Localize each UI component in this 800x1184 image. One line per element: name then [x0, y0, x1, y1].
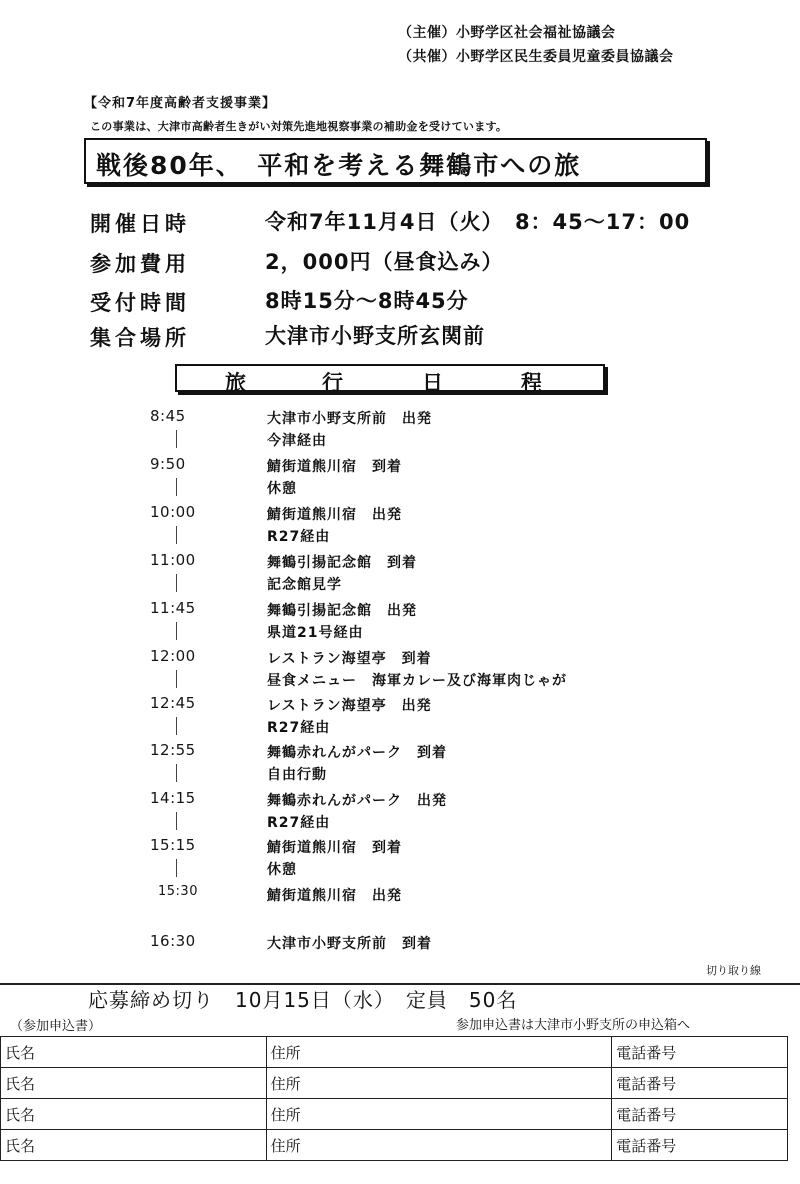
name-field[interactable]: 氏名: [1, 1130, 267, 1161]
form-row: [1, 1037, 788, 1068]
name-field[interactable]: 氏名: [1, 1037, 267, 1068]
timeline-connector: [176, 670, 177, 688]
itinerary-event: 舞鶴引揚記念館 出発: [267, 603, 417, 619]
itinerary-event: 舞鶴赤れんがパーク 出発: [267, 793, 447, 809]
itinerary-note: R27経由: [267, 720, 331, 736]
itinerary-note: 記念館見学: [267, 577, 342, 593]
form-row: [1, 1099, 788, 1130]
co-organizer: （共催）小野学区民生委員児童委員協議会: [398, 49, 674, 65]
info-value-fee: 2，000円（昼食込み）: [265, 250, 504, 274]
address-field[interactable]: 住所: [266, 1099, 612, 1130]
application-deadline: 応募締め切り 10月15日（水） 定員 50名: [88, 988, 518, 1012]
itinerary-event: 鯖街道熊川宿 出発: [267, 507, 402, 523]
itinerary-event: レストラン海望亭 出発: [267, 698, 432, 714]
address-field[interactable]: 住所: [266, 1130, 612, 1161]
itinerary-note: 自由行動: [267, 767, 327, 783]
title-box: [84, 138, 707, 184]
itinerary-note: 県道21号経由: [267, 625, 364, 641]
phone-field[interactable]: 電話番号: [612, 1099, 788, 1130]
name-field[interactable]: 氏名: [1, 1099, 267, 1130]
itinerary-time: 15:15: [150, 836, 196, 854]
itinerary-time: 11:45: [150, 599, 196, 617]
itinerary-note: 休憩: [267, 862, 297, 878]
address-field[interactable]: 住所: [266, 1068, 612, 1099]
itinerary-heading-char: 日: [422, 371, 443, 395]
timeline-connector: [176, 478, 177, 496]
itinerary-event: 舞鶴赤れんがパーク 到着: [267, 745, 447, 761]
itinerary-event: 鯖街道熊川宿 出発: [267, 888, 402, 904]
info-value-date: 令和7年11月4日（火） 8：45～17：00: [265, 210, 691, 234]
itinerary-note: 休憩: [267, 481, 297, 497]
submission-note: 参加申込書は大津市小野支所の申込箱へ: [456, 1018, 691, 1033]
timeline-connector: [176, 526, 177, 544]
itinerary-event: 大津市小野支所前 到着: [267, 936, 432, 952]
phone-field[interactable]: 電話番号: [612, 1068, 788, 1099]
timeline-connector: [176, 812, 177, 830]
application-form-label: （参加申込書）: [10, 1019, 102, 1034]
itinerary-time: 15:30: [158, 884, 198, 899]
page-title: 戦後80年、 平和を考える舞鶴市への旅: [96, 151, 582, 180]
itinerary-event: 鯖街道熊川宿 到着: [267, 459, 402, 475]
application-form: [0, 1036, 788, 1161]
name-field[interactable]: 氏名: [1, 1068, 267, 1099]
cut-line-label: 切り取り線: [706, 964, 761, 977]
info-value-meeting-place: 大津市小野支所玄関前: [265, 324, 485, 348]
timeline-connector: [176, 574, 177, 592]
itinerary-event: 大津市小野支所前 出発: [267, 411, 432, 427]
itinerary-time: 16:30: [150, 932, 196, 950]
info-value-reception: 8時15分～8時45分: [265, 289, 469, 313]
form-row: [1, 1068, 788, 1099]
address-field[interactable]: 住所: [266, 1037, 612, 1068]
form-row: [1, 1130, 788, 1161]
info-label-reception: 受付時間: [90, 291, 190, 315]
itinerary-heading: [175, 364, 605, 395]
timeline-connector: [176, 430, 177, 448]
itinerary-event: レストラン海望亭 到着: [267, 651, 432, 667]
itinerary-note: 昼食メニュー 海軍カレー及び海軍肉じゃが: [267, 673, 567, 689]
timeline-connector: [176, 764, 177, 782]
phone-field[interactable]: 電話番号: [612, 1037, 788, 1068]
info-label-date: 開催日時: [90, 212, 190, 236]
itinerary-time: 14:15: [150, 789, 196, 807]
timeline-connector: [176, 622, 177, 640]
subsidy-notice: この事業は、大津市高齢者生きがい対策先進地視察事業の補助金を受けています。: [90, 120, 508, 133]
itinerary-time: 10:00: [150, 503, 196, 521]
itinerary-time: 11:00: [150, 551, 196, 569]
itinerary-time: 8:45: [150, 407, 186, 425]
itinerary-time: 12:00: [150, 647, 196, 665]
info-label-fee: 参加費用: [90, 252, 190, 276]
itinerary-time: 9:50: [150, 455, 186, 473]
itinerary-event: 舞鶴引揚記念館 到着: [267, 555, 417, 571]
itinerary-time: 12:45: [150, 694, 196, 712]
itinerary-note: 今津経由: [267, 433, 327, 449]
itinerary-heading-char: 程: [521, 371, 542, 395]
itinerary-note: R27経由: [267, 815, 331, 831]
organizer: （主催）小野学区社会福祉協議会: [398, 25, 616, 41]
itinerary-time: 12:55: [150, 741, 196, 759]
phone-field[interactable]: 電話番号: [612, 1130, 788, 1161]
itinerary-event: 鯖街道熊川宿 到着: [267, 840, 402, 856]
program-label: 【令和7年度高齢者支援事業】: [84, 96, 277, 111]
timeline-connector: [176, 859, 177, 877]
itinerary-note: R27経由: [267, 529, 331, 545]
itinerary-heading-char: 旅: [225, 371, 246, 395]
timeline-connector: [176, 717, 177, 735]
info-label-meeting-place: 集合場所: [90, 326, 190, 350]
itinerary-heading-char: 行: [322, 371, 343, 395]
